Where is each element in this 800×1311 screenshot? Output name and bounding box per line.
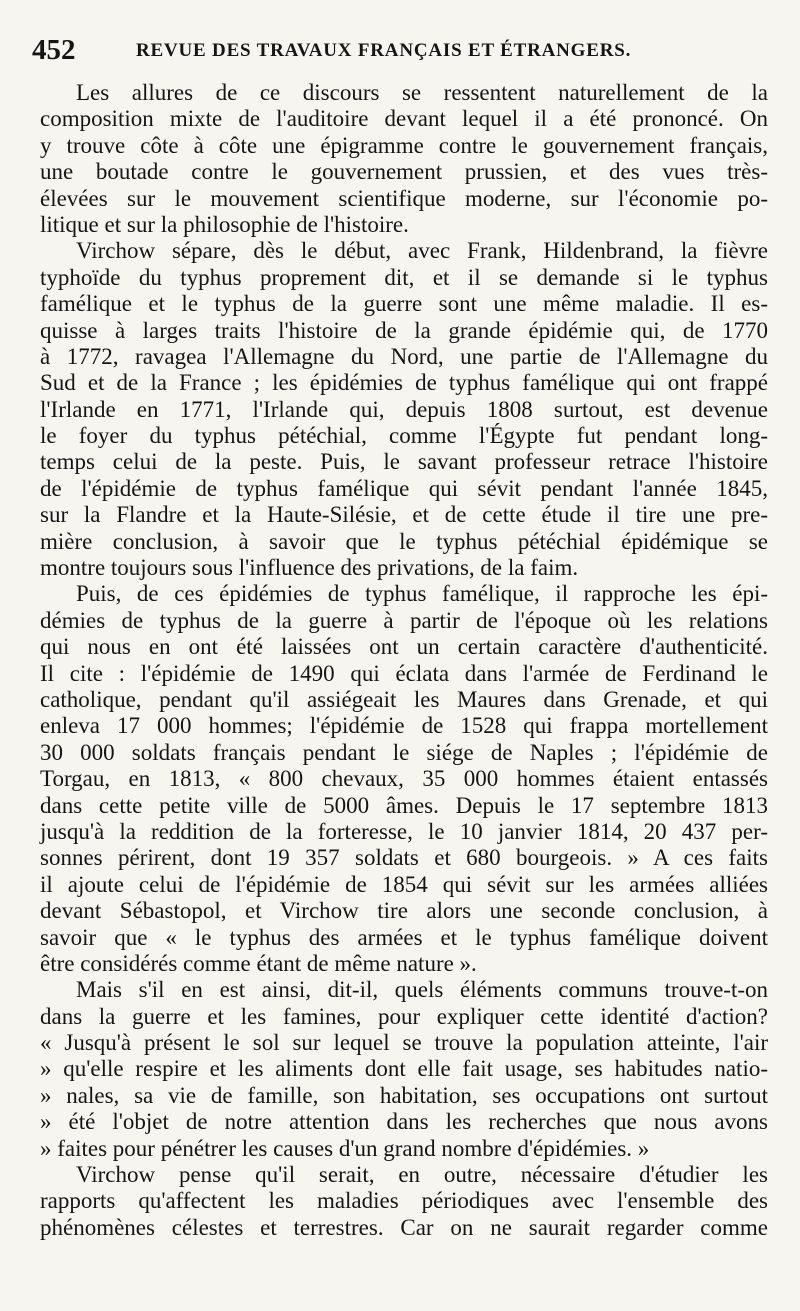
text-line: l'Irlande en 1771, l'Irlande qui, depuis 1808 surtout, est devenue [40, 396, 768, 422]
text-line: à 1772, ravagea l'Allemagne du Nord, une partie de l'Allemagne du [40, 343, 768, 369]
text-line: devant Sébastopol, et Virchow tire alors une seconde conclusion, à [40, 898, 768, 924]
text-line: catholique, pendant qu'il assiégeait les Maures dans Grenade, et qui [40, 686, 768, 712]
text-line: de l'épidémie de typhus famélique qui sévit pendant l'année 1845, [40, 475, 768, 501]
text-line: il ajoute celui de l'épidémie de 1854 qui sévit sur les armées alliées [40, 871, 768, 897]
text-line: Il cite : l'épidémie de 1490 qui éclata dans l'armée de Ferdinand le [40, 660, 768, 686]
text-line: qui nous en ont été laissées ont un certain caractère d'authenticité. [40, 634, 768, 660]
text-line: sur la Flandre et la Haute-Silésie, et de cette étude il tire une pre- [40, 502, 768, 528]
text-line: litique et sur la philosophie de l'histoire. [40, 211, 409, 237]
text-line: « Jusqu'à présent le sol sur lequel se trouve la population atteinte, l'air [40, 1030, 768, 1056]
text-line: une boutade contre le gouvernement prussien, et des vues très- [40, 159, 768, 185]
text-line: savoir que « le typhus des armées et le typhus famélique doivent [40, 924, 768, 950]
page-number: 452 [32, 34, 76, 66]
text-line: jusqu'à la reddition de la forteresse, le 10 janvier 1814, 20 437 per- [40, 818, 768, 844]
text-line: démies de typhus de la guerre à partir de l'époque où les relations [40, 607, 768, 633]
text-line: montre toujours sous l'influence des privations, de la faim. [40, 555, 579, 581]
text-line: » été l'objet de notre attention dans les recherches que nous avons [40, 1109, 768, 1135]
text-line: Virchow pense qu'il serait, en outre, nécessaire d'étudier les [76, 1162, 768, 1188]
text-line: dans cette petite ville de 5000 âmes. Depuis le 17 septembre 1813 [40, 792, 768, 818]
text-line: rapports qu'affectent les maladies périodiques avec l'ensemble des [40, 1188, 768, 1214]
text-line: Mais s'il en est ainsi, dit-il, quels éléments communs trouve-t-on [76, 977, 768, 1003]
text-line: sonnes périrent, dont 19 357 soldats et 680 bourgeois. » A ces faits [40, 845, 768, 871]
text-line: phénomènes célestes et terrestres. Car on ne saurait regarder comme [40, 1214, 768, 1240]
text-line: » qu'elle respire et les aliments dont elle fait usage, ses habitudes natio- [40, 1056, 768, 1082]
text-line: 30 000 soldats français pendant le siége de Naples ; l'épidémie de [40, 739, 768, 765]
text-line: y trouve côte à côte une épigramme contre le gouvernement français, [40, 132, 768, 158]
text-line: Puis, de ces épidémies de typhus famélique, il rapproche les épi- [76, 581, 768, 607]
text-line: mière conclusion, à savoir que le typhus pétéchial épidémique se [40, 528, 768, 554]
text-line: temps celui de la peste. Puis, le savant professeur retrace l'histoire [40, 449, 768, 475]
text-line: typhoïde du typhus proprement dit, et il se demande si le typhus [40, 264, 768, 290]
text-line: famélique et le typhus de la guerre sont une même maladie. Il es- [40, 291, 768, 317]
text-line: composition mixte de l'auditoire devant lequel il a été prononcé. On [40, 106, 768, 132]
running-head: REVUE DES TRAVAUX FRANÇAIS ET ÉTRANGERS. [136, 40, 632, 61]
text-line: Virchow sépare, dès le début, avec Frank, Hildenbrand, la fièvre [76, 238, 768, 264]
text-line: » nales, sa vie de famille, son habitation, ses occupations ont surtout [40, 1082, 768, 1108]
text-line: dans la guerre et les famines, pour expliquer cette identité d'action? [40, 1003, 768, 1029]
text-line: » faites pour pénétrer les causes d'un grand nombre d'épidémies. » [40, 1135, 650, 1161]
body-text [40, 80, 768, 1241]
text-line: Torgau, en 1813, « 800 chevaux, 35 000 hommes étaient entassés [40, 766, 768, 792]
text-line: élevées sur le mouvement scientifique moderne, sur l'économie po- [40, 185, 768, 211]
text-line: Les allures de ce discours se ressentent naturellement de la [76, 80, 768, 105]
text-line: quisse à larges traits l'histoire de la grande épidémie qui, de 1770 [40, 317, 768, 343]
text-line: enleva 17 000 hommes; l'épidémie de 1528 qui frappa mortellement [40, 713, 768, 739]
text-line: Sud et de la France ; les épidémies de typhus famélique qui ont frappé [40, 370, 768, 396]
text-line: le foyer du typhus pétéchial, comme l'Égypte fut pendant long- [40, 423, 768, 449]
text-line: être considérés comme étant de même nature ». [40, 950, 477, 976]
page-header [32, 30, 772, 70]
